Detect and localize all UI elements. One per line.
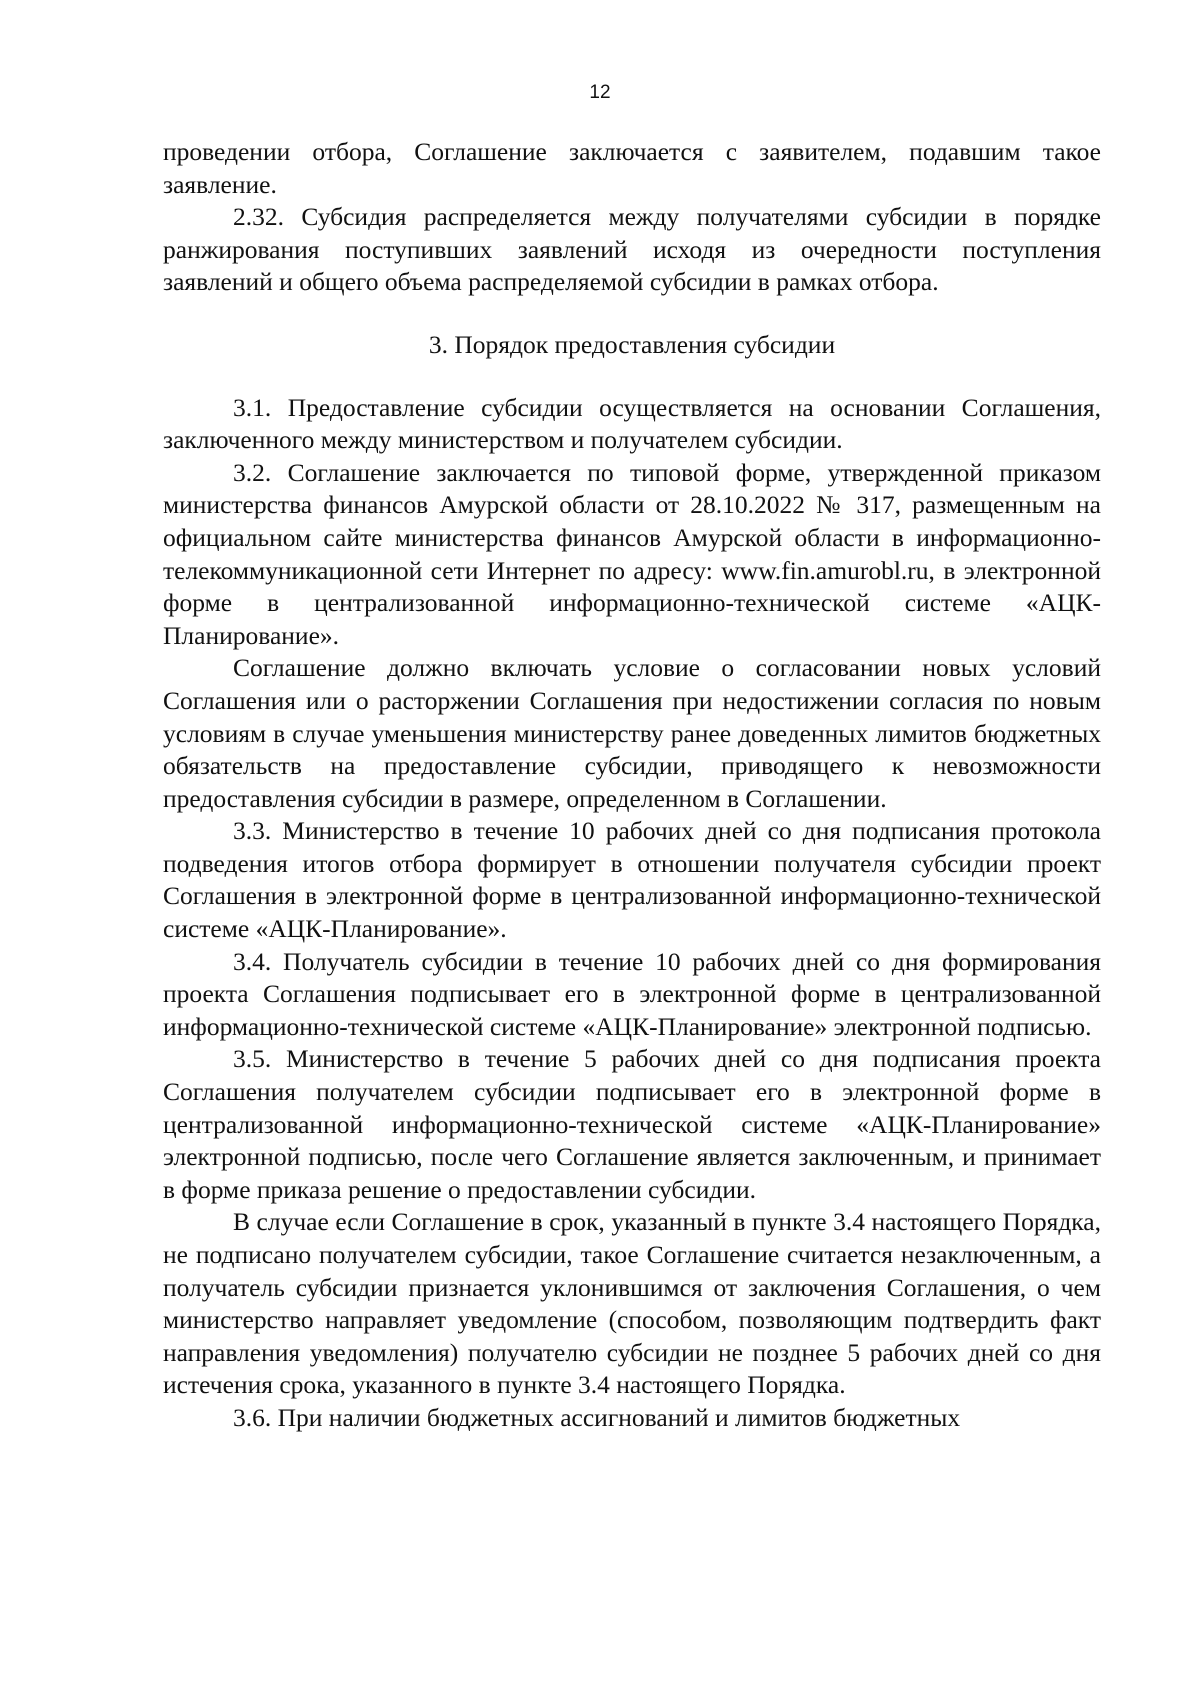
paragraph-2-32: 2.32. Субсидия распределяется между получателями субсидии в порядке ранжирования поступивших заявлений исходя из очередности поступления заявлений и общего объема распределяемой субсидии в рамках отбора. xyxy=(163,202,1101,297)
paragraph-3-3: 3.3. Министерство в течение 10 рабочих дней со дня подписания протокола подведения итогов отбора формирует в отношении получателя субсидии проект Соглашения в электронной форме в централизованной информационно-технической системе «АЦК-Планирование». xyxy=(163,816,1101,944)
paragraph-3-1: 3.1. Предоставление субсидии осуществляется на основании Соглашения, заключенного между министерством и получателем субсидии. xyxy=(163,392,1101,455)
paragraph-agreement-conditions: Соглашение должно включать условие о согласовании новых условий Соглашения или о расторжении Соглашения при недостижении согласия по новым условиям в случае уменьшения министерству ранее доведенных лимитов бюджетных обязательств на предоставление субсидии, приводящего к невозможности предоставления субсидии в размере, определенном в Соглашении. xyxy=(163,653,1101,813)
paragraph-3-4: 3.4. Получатель субсидии в течение 10 рабочих дней со дня формирования проекта Соглашения подписывает его в электронной форме в централизованной информационно-технической системе «АЦК-Планирование» электронной подписью. xyxy=(163,946,1101,1041)
document-body xyxy=(163,136,1101,1435)
section-title: 3. Порядок предоставления субсидии xyxy=(428,329,836,359)
paragraph-3-6: 3.6. При наличии бюджетных ассигнований и лимитов бюджетных xyxy=(233,1402,961,1432)
page-number: 12 xyxy=(589,82,611,103)
paragraph-3-5: 3.5. Министерство в течение 5 рабочих дней со дня подписания проекта Соглашения получателем субсидии подписывает его в электронной форме в централизованной информационно-технической системе «АЦК-Планирование» электронной подписью, после чего Соглашение является заключенным, и принимает в форме приказа решение о предоставлении субсидии. xyxy=(163,1044,1101,1204)
paragraph-3-2: 3.2. Соглашение заключается по типовой форме, утвержденной приказом министерства финансов Амурской области от 28.10.2022 № 317, размещенным на официальном сайте министерства финансов Амурской области в информационно-телекоммуникационной сети Интернет по адресу: www.fin.amurobl.ru, в электронной форме в централизованной информационно-технической системе «АЦК-Планирование». xyxy=(163,457,1101,650)
paragraph-unsigned-agreement: В случае если Соглашение в срок, указанный в пункте 3.4 настоящего Порядка, не подписано получателем субсидии, такое Соглашение считается незаключенным, а получатель субсидии признается уклонившимся от заключения Соглашения, о чем министерство направляет уведомление (способом, позволяющим подтвердить факт направления уведомления) получателю субсидии не позднее 5 рабочих дней со дня истечения срока, указанного в пункте 3.4 настоящего Порядка. xyxy=(163,1207,1101,1400)
paragraph-continuation: проведении отбора, Соглашение заключается с заявителем, подавшим такое заявление. xyxy=(163,137,1101,199)
